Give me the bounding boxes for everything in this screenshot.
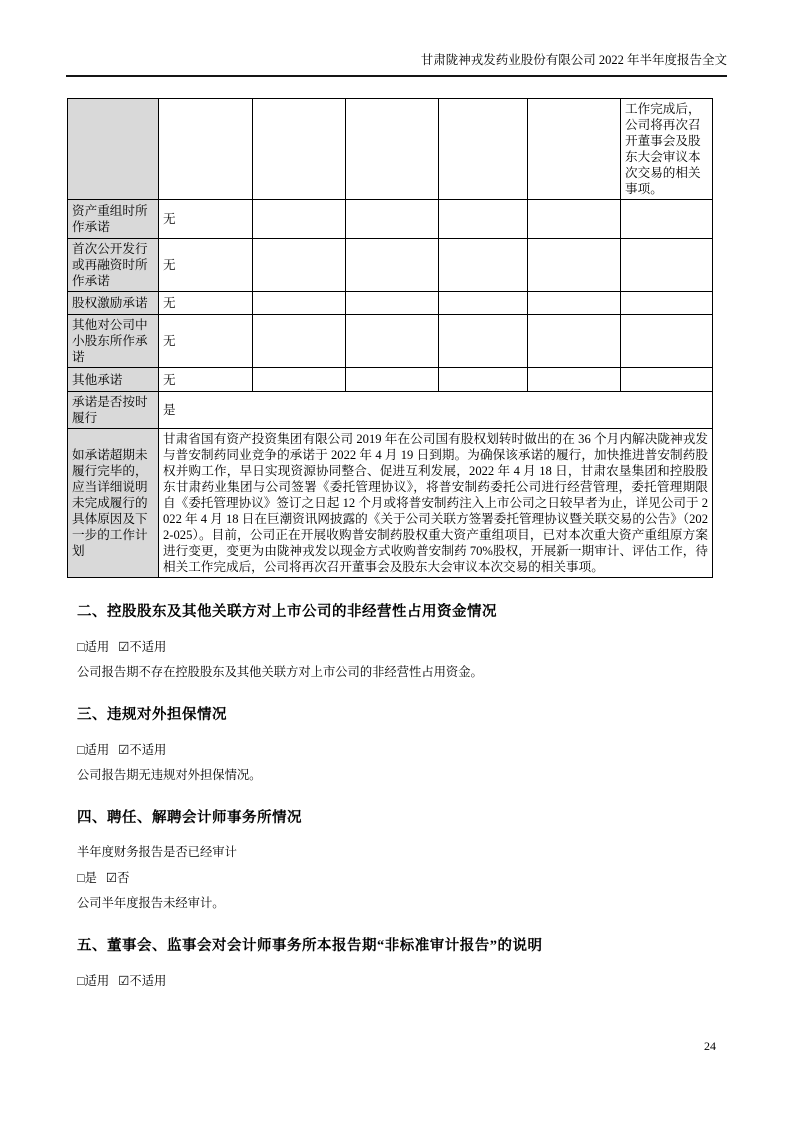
checkbox-checked-icon: ☑: [105, 870, 118, 885]
applicability-checkline: [77, 973, 727, 990]
empty-cell: [346, 200, 439, 239]
table-row: [68, 368, 713, 392]
page-header: [66, 0, 727, 77]
row-label-cell: 如承诺超期未履行完毕的，应当详细说明未完成履行的具体原因及下一步的工作计划: [68, 429, 159, 578]
empty-cell: [346, 99, 439, 200]
empty-cell: [528, 200, 621, 239]
empty-cell: [439, 239, 528, 292]
section-note: 公司报告期无违规对外担保情况。: [77, 767, 262, 782]
audit-question-line: 半年度财务报告是否已经审计: [77, 844, 237, 859]
checkbox-label: 不适用: [129, 742, 167, 757]
table-row: [68, 292, 713, 315]
row-value-cell: 无: [159, 368, 253, 392]
applicability-checkline: [77, 742, 727, 759]
row-label-cell: 资产重组时所作承诺: [68, 200, 159, 239]
empty-cell: [439, 292, 528, 315]
empty-cell: [253, 239, 346, 292]
page-number: 24: [704, 1039, 716, 1053]
section-accounting-firm: [66, 806, 727, 912]
empty-cell: [528, 99, 621, 200]
empty-cell: [528, 315, 621, 368]
row-value-cell: 无: [159, 239, 253, 292]
checkbox-label: 是: [84, 870, 97, 885]
table-row: [68, 429, 713, 578]
empty-cell: [253, 315, 346, 368]
checkbox-unchecked-icon: □: [77, 640, 85, 654]
empty-cell: [621, 368, 713, 392]
empty-cell: [253, 368, 346, 392]
report-title: 甘肃陇神戎发药业股份有限公司 2022 年半年度报告全文: [420, 53, 727, 67]
table-row: [68, 200, 713, 239]
empty-cell: [346, 315, 439, 368]
row-label-cell: 其他对公司中小股东所作承诺: [68, 315, 159, 368]
empty-cell: [528, 368, 621, 392]
section-heading: 五、董事会、监事会对会计师事务所本报告期“非标准审计报告”的说明: [77, 937, 543, 954]
row-value-cell: 甘肃省国有资产投资集团有限公司 2019 年在公司国有股权划转时做出的在 36 个月内解决陇神戎发与普安制药同业竞争的承诺于 2022 年 4 月 19 日到期。为确保该承诺的履行，加快推进普安制药股权并购工作，早日实现资源协同整合、促进互利发展，2022 年 4 月 18 日，甘肃农垦集团和控股股东甘肃药业集团与公司签署《委托管理协议》，将普安制药委托公司进行经营管理，委托管理期限自《委托管理协议》签订之日起 12 个月或将普安制药注入上市公司之日较早者为止，详见公司于 2022 年 4 月 18 日在巨潮资讯网披露的《关于公司关联方签署委托管理协议暨关联交易的公告》（2022-025）。目前，公司正在开展收购普安制药股权重大资产重组项目，已对本次重大资产重组原方案进行变更，变更为由陇神戎发以现金方式收购普安制药 70%股权，开展新一期审计、评估工作，待相关工作完成后，公司将再次召开董事会及股东大会审议本次交易的相关事项。: [159, 429, 713, 578]
checkbox-label: 适用: [84, 640, 110, 654]
continuation-text-cell: 工作完成后，公司将再次召开董事会及股东大会审议本次交易的相关事项。: [621, 99, 713, 200]
empty-cell: [253, 292, 346, 315]
section-heading: 四、聘任、解聘会计师事务所情况: [77, 809, 302, 826]
table-row-continuation: [68, 99, 713, 200]
checkbox-label: 适用: [84, 742, 110, 757]
section-heading: 二、控股股东及其他关联方对上市公司的非经营性占用资金情况: [77, 604, 497, 620]
applicability-checkline: [77, 870, 727, 887]
checkbox-label: 不适用: [129, 973, 167, 988]
section-illegal-guarantees: [66, 703, 727, 784]
empty-cell: [621, 315, 713, 368]
row-value-cell: 无: [159, 200, 253, 239]
section-note: 公司半年度报告未经审计。: [77, 895, 225, 910]
checkbox-label: 否: [117, 870, 130, 885]
empty-cell: [528, 292, 621, 315]
empty-cell: [621, 239, 713, 292]
empty-cell: [253, 99, 346, 200]
commitments-table: [67, 98, 713, 578]
section-heading: 三、违规对外担保情况: [77, 706, 227, 723]
row-label-cell: [68, 99, 159, 200]
section-non-standard-audit-report: [66, 934, 727, 990]
row-value-cell: 是: [159, 392, 713, 429]
empty-cell: [621, 200, 713, 239]
empty-cell: [439, 368, 528, 392]
row-label-cell: 承诺是否按时履行: [68, 392, 159, 429]
table-row: [68, 239, 713, 292]
applicability-checkline: [77, 639, 727, 656]
table-row: [68, 392, 713, 429]
checkbox-checked-icon: ☑: [118, 742, 130, 757]
empty-cell: [439, 315, 528, 368]
empty-cell: [346, 239, 439, 292]
section-note: 公司报告期不存在控股股东及其他关联方对上市公司的非经营性占用资金。: [77, 664, 483, 679]
empty-cell: [253, 200, 346, 239]
checkbox-label: 不适用: [129, 640, 167, 654]
empty-cell: [439, 99, 528, 200]
empty-cell: [621, 292, 713, 315]
checkbox-checked-icon: ☑: [118, 640, 130, 654]
checkbox-unchecked-icon: □: [77, 870, 85, 885]
row-label-cell: 首次公开发行或再融资时所作承诺: [68, 239, 159, 292]
empty-cell: [346, 368, 439, 392]
row-value-cell: 无: [159, 315, 253, 368]
row-value-cell: 无: [159, 292, 253, 315]
empty-cell: [346, 292, 439, 315]
checkbox-unchecked-icon: □: [77, 973, 85, 988]
section-related-party-funds: [66, 600, 727, 681]
row-label-cell: 其他承诺: [68, 368, 159, 392]
row-label-cell: 股权激励承诺: [68, 292, 159, 315]
checkbox-checked-icon: ☑: [118, 973, 130, 988]
checkbox-unchecked-icon: □: [77, 742, 85, 757]
checkbox-label: 适用: [84, 973, 110, 988]
table-row: [68, 315, 713, 368]
empty-cell: [439, 200, 528, 239]
empty-cell: [528, 239, 621, 292]
empty-cell: [159, 99, 253, 200]
